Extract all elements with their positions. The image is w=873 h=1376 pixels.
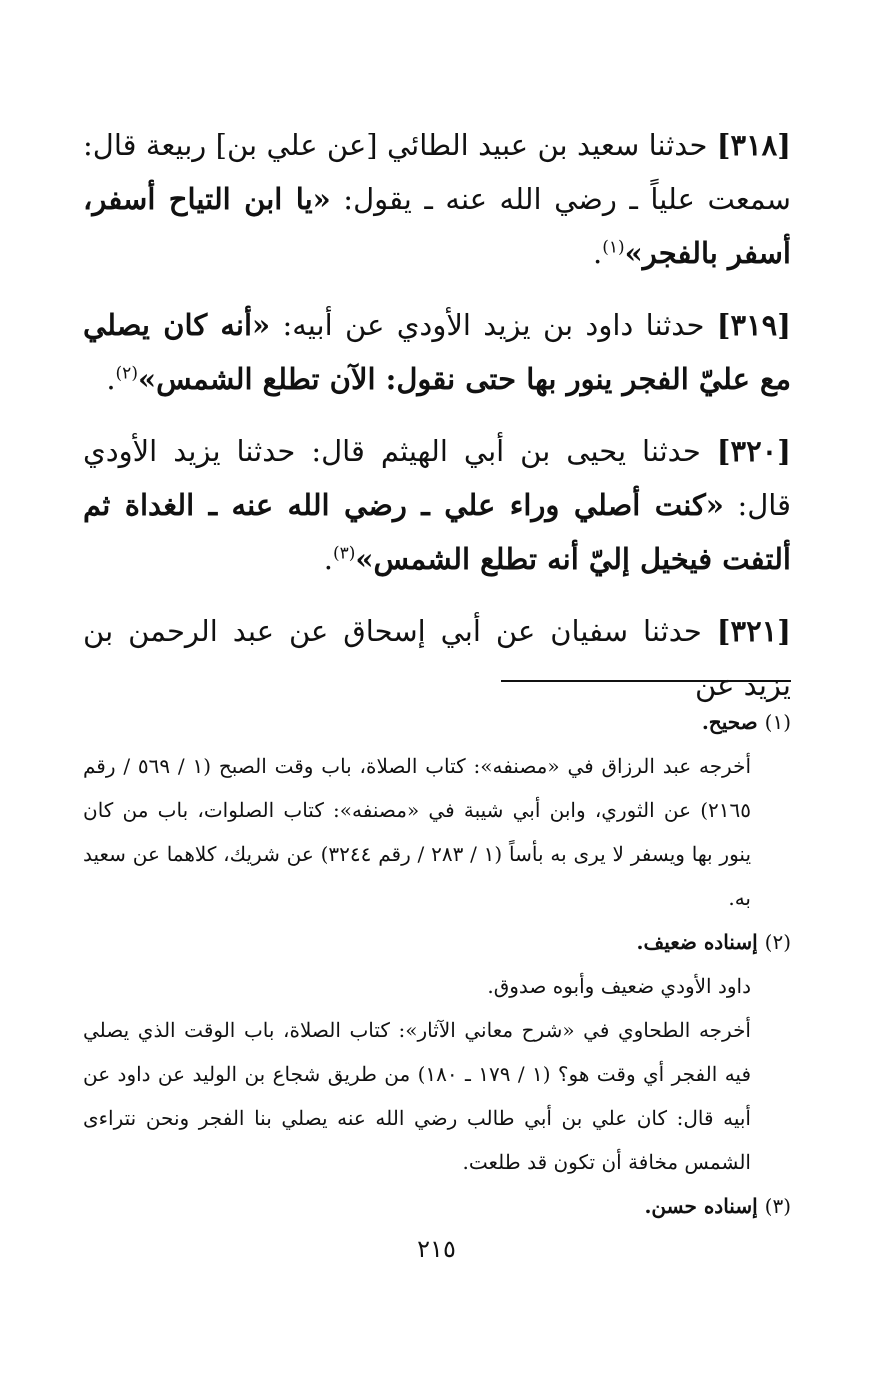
hadith-quote: «كنت أصلي وراء علي ـ رضي الله عنه ـ الغداة ثم ألتفت فيخيل إليّ أنه تطلع الشمس» <box>83 488 791 576</box>
hadith-number: [٣٢١] <box>716 614 791 648</box>
footnote-ref: (٢) <box>115 363 138 384</box>
hadith-number: [٣١٩] <box>716 308 791 342</box>
footnote-number: (٣) <box>764 1194 791 1218</box>
footnote-ref: (١) <box>602 237 625 258</box>
hadith-quote: «أنه كان يصلي مع عليّ الفجر ينور بها حتى نقول: الآن تطلع الشمس» <box>83 308 791 396</box>
hadith-number: [٣١٨] <box>716 128 791 162</box>
footnote-3-heading <box>83 1184 791 1228</box>
footnote-grade: إسناده حسن. <box>644 1194 758 1218</box>
footnote-grade: صحيح. <box>701 710 758 734</box>
hadith-text: حدثنا سعيد بن عبيد الطائي [عن علي بن] ربيعة قال: سمعت علياً ـ رضي الله عنه ـ يقول: <box>83 128 791 216</box>
hadith-text: حدثنا يحيى بن أبي الهيثم قال: حدثنا يزيد الأودي قال: <box>83 434 791 522</box>
hadith-end: . <box>323 542 333 576</box>
footnote-1-text: أخرجه عبد الرزاق في «مصنفه»: كتاب الصلاة، باب وقت الصبح (١ / ٥٦٩ / رقم ٢١٦٥) عن الثوري، وابن أبي شيبة في «مصنفه»: كتاب الصلوات، باب من كان ينور بها ويسفر لا يرى به بأساً (١ / ٢٨٣ / رقم ٣٢٤٤) عن شريك، كلاهما عن سعيد به. <box>83 754 752 910</box>
footnote-2-text-1: داود الأودي ضعيف وأبوه صدوق. <box>487 974 751 998</box>
hadith-end: . <box>106 362 116 396</box>
hadith-318 <box>83 118 791 280</box>
hadith-quote: «يا ابن التياح أسفر، أسفر بالفجر» <box>83 182 791 270</box>
page-number: ٢١٥ <box>417 1235 456 1263</box>
hadith-321 <box>83 604 791 712</box>
footnotes <box>83 700 791 1228</box>
footnote-ref: (٣) <box>332 543 356 564</box>
hadith-text: حدثنا داود بن يزيد الأودي عن أبيه: <box>270 308 717 342</box>
hadith-319 <box>83 298 791 406</box>
hadith-text: حدثنا سفيان عن أبي إسحاق عن عبد الرحمن بن يزيد عن <box>83 614 791 702</box>
footnote-2-heading <box>83 920 791 964</box>
hadith-number: [٣٢٠] <box>716 434 791 468</box>
footnote-number: (٢) <box>764 930 791 954</box>
footnote-divider <box>501 680 791 682</box>
footnote-number: (١) <box>764 710 791 734</box>
footnote-2-text-2: أخرجه الطحاوي في «شرح معاني الآثار»: كتاب الصلاة، باب الوقت الذي يصلي فيه الفجر أي وقت هو؟ (١ / ١٧٩ ـ ١٨٠) من طريق شجاع بن الوليد عن داود عن أبيه قال: كان علي بن أبي طالب رضي الله عنه يصلي بنا الفجر ونحن نتراءى الشمس مخافة أن تكون قد طلعت. <box>83 1018 752 1174</box>
hadith-end: . <box>592 236 603 270</box>
footnote-grade: إسناده ضعيف. <box>636 930 758 954</box>
footnote-1-heading <box>83 700 791 744</box>
hadith-320 <box>83 424 791 586</box>
